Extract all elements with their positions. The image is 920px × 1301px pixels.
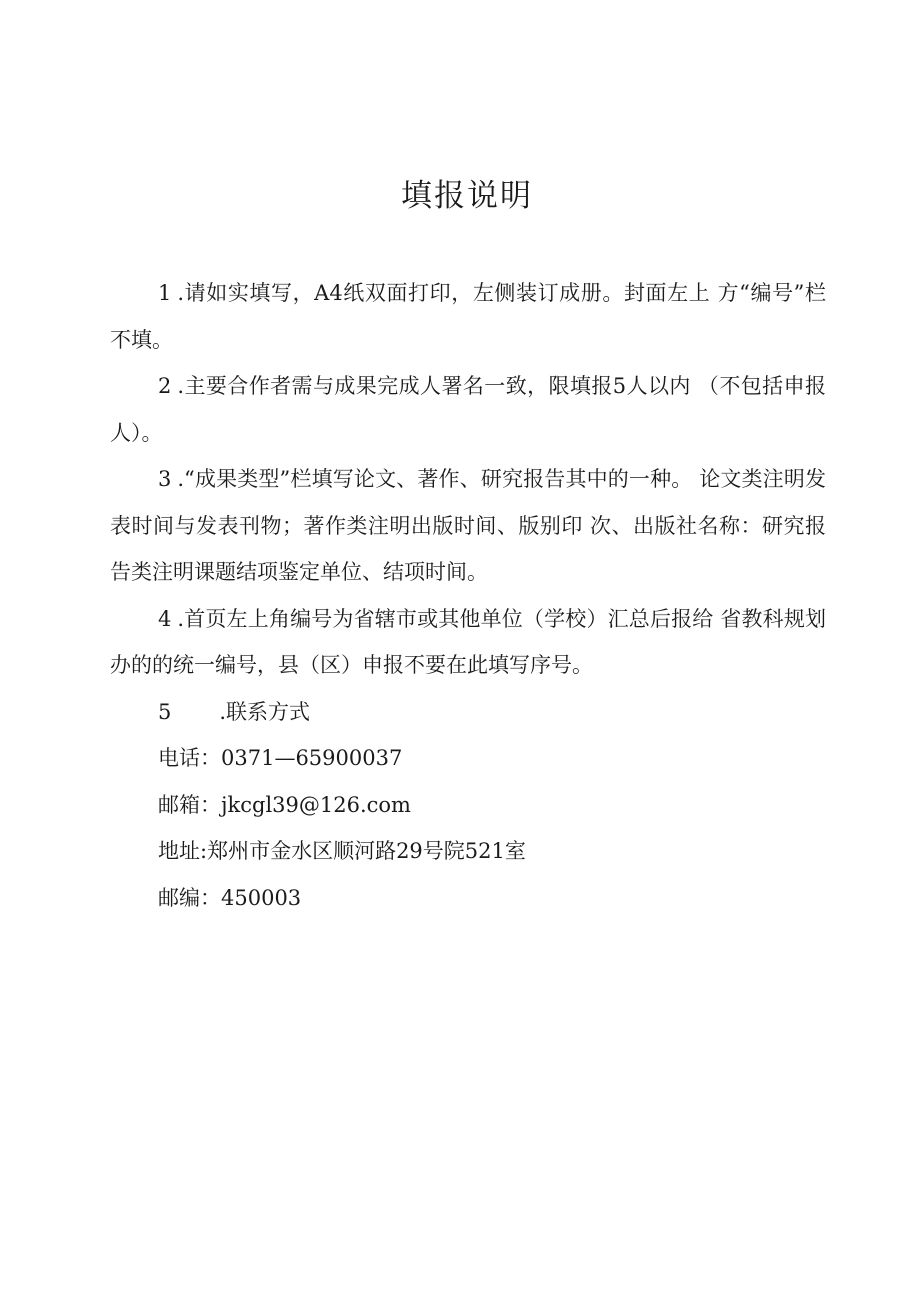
instruction-item-4	[110, 596, 826, 689]
item-number: 4	[158, 606, 172, 631]
contact-heading	[110, 689, 826, 736]
item-number: 3	[158, 467, 172, 491]
instructions-body	[110, 270, 826, 921]
contact-heading-text: .联系方式	[219, 699, 311, 724]
contact-postcode: 邮编：450003	[158, 885, 302, 910]
item-text: .“成果类型”栏填写论文、著作、研究报告其中的一种。 论文类注明发表时间与发表刊物；著作类注明出版时间、版别印 次、出版社名称：研究报告类注明课题结项鉴定单位、结项时间。	[110, 467, 826, 584]
item-number: 5	[158, 699, 172, 724]
item-number: 1	[158, 281, 172, 305]
instruction-item-2	[110, 363, 826, 456]
contact-phone: 电话：0371—65900037	[158, 746, 403, 770]
page-title: 填报说明	[401, 178, 533, 214]
contact-address: 地址:郑州市金水区顺河路29号院521室	[158, 839, 526, 863]
contact-email: 邮箱：jkcgl39@126.com	[158, 792, 411, 817]
item-text: .主要合作者需与成果完成人署名一致，限填报5人以内 （不包括申报人）。	[110, 374, 826, 445]
instruction-item-3	[110, 456, 826, 596]
instruction-item-1	[110, 270, 826, 363]
item-text: .首页左上角编号为省辖市或其他单位（学校）汇总后报给 省教科规划办的的统一编号，县（区）申报不要在此填写序号。	[110, 606, 826, 677]
item-text: .请如实填写，A4纸双面打印，左侧装订成册。封面左上 方“编号”栏不填。	[110, 281, 826, 352]
item-number: 2	[158, 374, 172, 398]
